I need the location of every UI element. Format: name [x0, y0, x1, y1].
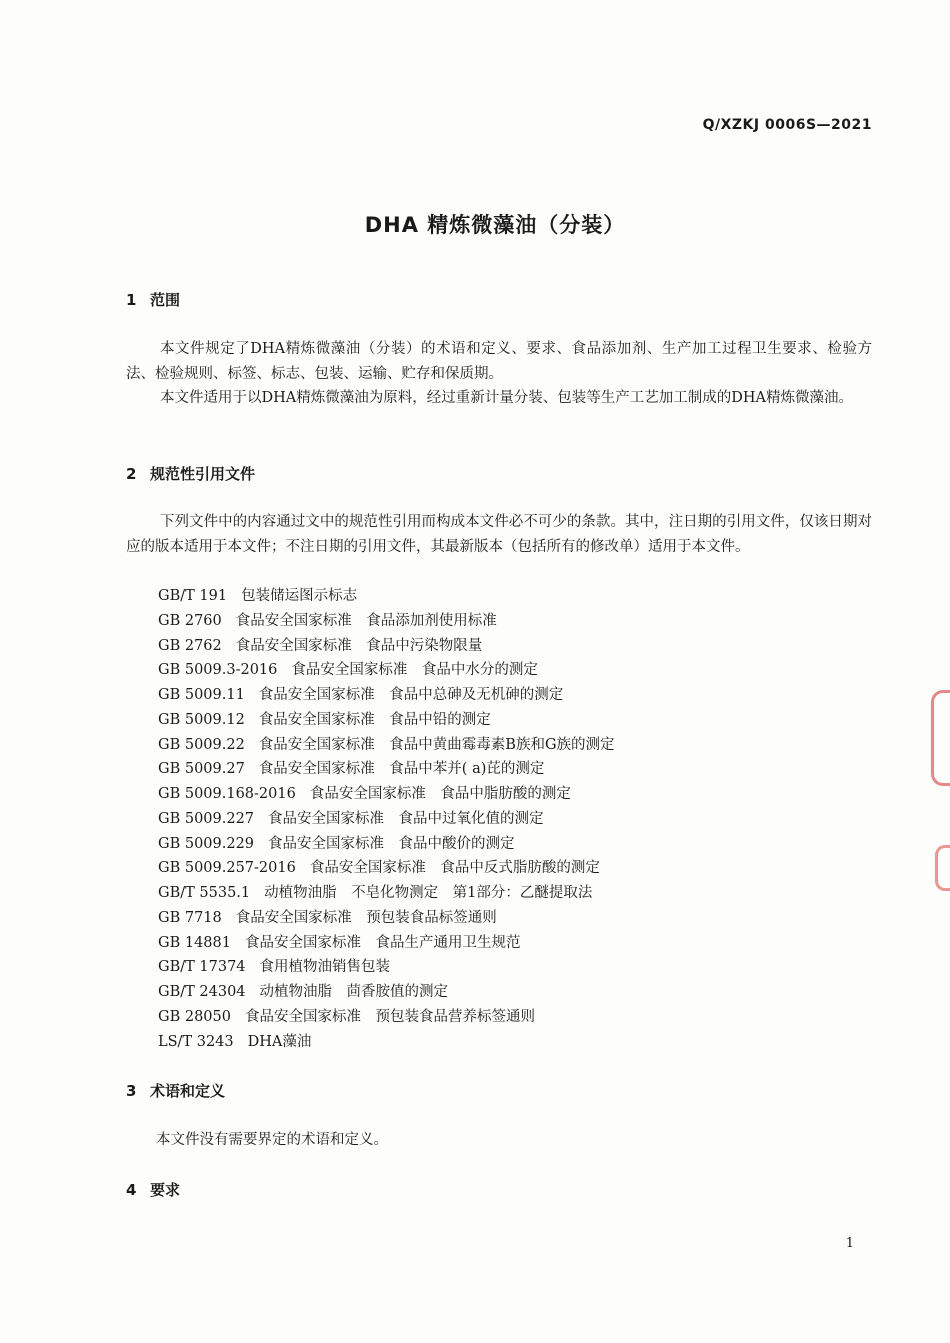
section-title: 术语和定义	[150, 1082, 226, 1100]
section-2-heading	[126, 463, 255, 484]
reference-code: GB 5009.12	[158, 711, 245, 728]
section-3-heading	[126, 1080, 225, 1101]
reference-code: GB 28050	[158, 1008, 231, 1025]
seal-stamp-fragment	[931, 690, 950, 786]
reference-item	[158, 881, 615, 906]
section-number: 1	[126, 291, 137, 309]
reference-title: 食品安全国家标准 食品中苯并( a)芘的测定	[258, 761, 545, 778]
reference-item	[158, 931, 615, 956]
reference-item	[158, 955, 615, 980]
reference-title: DHA藻油	[247, 1033, 312, 1050]
terms-paragraph: 本文件没有需要界定的术语和定义。	[156, 1132, 388, 1148]
reference-title: 食品安全国家标准 食品中黄曲霉毒素B族和G族的测定	[258, 736, 615, 753]
reference-item	[158, 1030, 615, 1055]
reference-item	[158, 733, 615, 758]
reference-title: 食品安全国家标准 食品中污染物限量	[235, 637, 483, 654]
section-number: 3	[126, 1082, 137, 1100]
reference-item	[158, 609, 615, 634]
reference-item	[158, 1005, 615, 1030]
reference-code: GB 5009.3-2016	[158, 662, 278, 679]
reference-title: 食品安全国家标准 食品中过氧化值的测定	[268, 810, 544, 827]
reference-code: LS/T 3243	[158, 1033, 234, 1050]
reference-title: 动植物油脂 茴香胺值的测定	[259, 984, 449, 1000]
scope-paragraph-2: 本文件适用于以DHA精炼微藻油为原料，经过重新计量分装、包装等生产工艺加工制成的DHA精炼微藻油。	[160, 390, 853, 406]
reference-item	[158, 584, 615, 609]
reference-code: GB 5009.22	[158, 736, 245, 753]
reference-item	[158, 807, 615, 832]
reference-item	[158, 658, 615, 683]
reference-title: 食品安全国家标准 食品中水分的测定	[291, 662, 538, 679]
reference-item	[158, 782, 615, 807]
reference-code: GB/T 17374	[158, 959, 246, 976]
reference-title: 食品安全国家标准 食品中铅的测定	[258, 711, 491, 728]
normative-refs-intro: 下列文件中的内容通过文中的规范性引用而构成本文件必不可少的条款。其中，注日期的引用文件，仅该日期对应的版本适用于本文件；不注日期的引用文件，其最新版本（包括所有的修改单）适用于本文件。	[126, 514, 872, 555]
reference-title: 食用植物油销售包装	[259, 959, 391, 976]
reference-item	[158, 856, 615, 881]
section-4-heading	[126, 1179, 180, 1200]
reference-list	[158, 584, 615, 1054]
reference-title: 食品安全国家标准 食品生产通用卫生规范	[244, 934, 521, 951]
reference-title: 食品安全国家标准 食品中总砷及无机砷的测定	[258, 687, 564, 703]
reference-code: GB 5009.27	[158, 761, 245, 778]
reference-title: 食品安全国家标准 预包装食品营养标签通则	[244, 1008, 535, 1025]
reference-title: 食品安全国家标准 预包装食品标签通则	[235, 909, 497, 926]
reference-item	[158, 832, 615, 857]
reference-item	[158, 708, 615, 733]
reference-code: GB 2762	[158, 637, 222, 654]
reference-title: 动植物油脂 不皂化物测定 第1部分：乙醚提取法	[264, 885, 593, 901]
reference-code: GB 5009.257-2016	[158, 860, 296, 877]
reference-title: 食品安全国家标准 食品中脂肪酸的测定	[309, 786, 571, 802]
reference-code: GB/T 191	[158, 588, 228, 604]
scope-paragraph-1: 本文件规定了DHA精炼微藻油（分装）的术语和定义、要求、食品添加剂、生产加工过程卫生要求、检验方法、检验规则、标签、标志、包装、运输、贮存和保质期。	[126, 341, 872, 382]
reference-title: 食品安全国家标准 食品添加剂使用标准	[235, 612, 497, 629]
section-title: 范围	[150, 291, 181, 309]
reference-code: GB 5009.168-2016	[158, 786, 296, 802]
reference-code: GB/T 24304	[158, 984, 246, 1000]
reference-title: 食品安全国家标准 食品中反式脂肪酸的测定	[309, 860, 600, 877]
reference-code: GB 5009.229	[158, 835, 255, 852]
section-1-heading	[126, 289, 180, 310]
section-number: 2	[126, 465, 137, 483]
seal-stamp-fragment	[935, 845, 950, 891]
reference-item	[158, 906, 615, 931]
reference-code: GB 5009.227	[158, 810, 255, 827]
standard-code: Q/XZKJ 0006S—2021	[702, 117, 872, 133]
section-title: 要求	[150, 1181, 181, 1199]
section-title: 规范性引用文件	[150, 465, 256, 483]
reference-item	[158, 980, 615, 1005]
reference-item	[158, 683, 615, 708]
reference-code: GB 2760	[158, 612, 222, 629]
reference-item	[158, 757, 615, 782]
page-number: 1	[845, 1236, 854, 1251]
reference-code: GB 14881	[158, 934, 231, 951]
section-number: 4	[126, 1181, 137, 1199]
reference-title: 包装储运图示标志	[241, 588, 358, 604]
reference-code: GB/T 5535.1	[158, 885, 251, 901]
document-title: DHA 精炼微藻油（分装）	[364, 213, 626, 237]
reference-code: GB 5009.11	[158, 687, 245, 703]
reference-code: GB 7718	[158, 909, 222, 926]
reference-title: 食品安全国家标准 食品中酸价的测定	[268, 835, 515, 852]
reference-item	[158, 634, 615, 659]
